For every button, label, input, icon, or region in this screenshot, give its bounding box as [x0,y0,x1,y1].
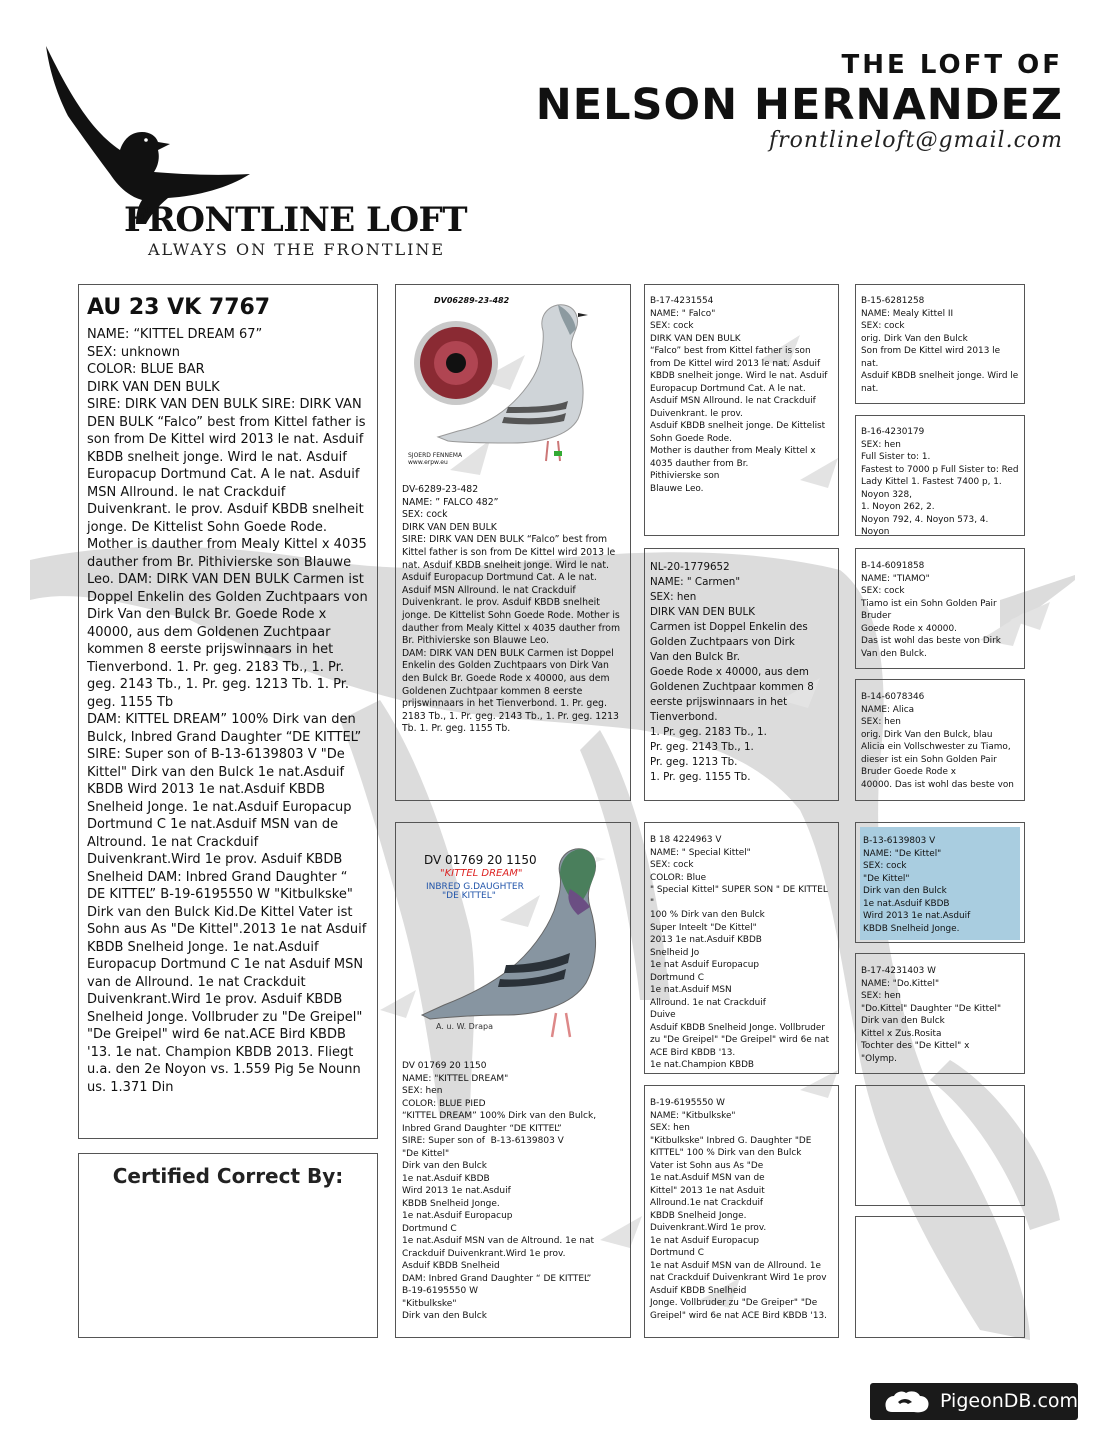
certification-label: Certified Correct By: [112,1164,344,1188]
gp-line: Asduif KBDB Snelheid Jonge. Vollbruder zu "De Greipel" "De Greipel" wird 6e nat ACE Bird KBDB '13. [650,1022,832,1058]
owner-name: NELSON HERNANDEZ [535,80,1063,130]
gp-line: 1. Pr. geg. 1155 Tb. [650,771,751,783]
ggp-line: B-15-6281258 [861,296,925,306]
ggp-line: NAME: "Do.Kittel" [861,978,940,989]
gp-line: " Special Kittel" SUPER SON " DE KITTEL " [650,885,831,908]
sire-line: DAM: DIRK VAN DEN BULK Carmen ist Doppel Enkelin des Golden Zuchtpaars von Dirk Van den Bulck Br. Goede Rode x 40000, aus dem Goldenen Zuchtpaar kommen 8 eerste prijswinnaars in het Tienverbond. 1. Pr. geg. 2183 Tb., 1. Pr. geg. 2143 Tb., 1. Pr. geg. 1213 Tb. 1. Pr. geg. 1155 Tb. [402,647,622,735]
ggp-line: Tochter des "De Kittel" x [861,1041,970,1051]
great-grandparent-panel-empty [855,1085,1025,1206]
gp-line: SEX: cock [650,321,694,331]
dam-line: Dirk van den Bulck [402,1311,487,1321]
gp-line: 1e nat.Champion KBDB [650,1060,755,1070]
gp-line: 1e nat Asduif Europacup [650,960,759,970]
sire-line: NAME: ” FALCO 482” [402,496,499,508]
gp-line: Vater ist Sohn aus As "De [650,1160,764,1171]
ggp-line: Goede Rode x 40000. [861,623,957,634]
grandparent-panel-sire-sire [644,284,839,536]
dam-line: Dirk van den Bulck [402,1161,487,1171]
ggp-line: SEX: cock [863,861,907,871]
sire-line: SEX: cock [402,509,448,521]
dam-line: "De Kittel" [402,1148,450,1159]
great-grandparent-panel [855,548,1025,669]
dam-line: Asduif KBDB Snelheid [402,1261,500,1271]
gp-line: Golden Zuchtpaars von Dirk [650,636,795,648]
gp-line: NAME: " Carmen" [650,576,741,588]
gp-line: 100 % Dirk van den Bulck [650,910,765,920]
dam-photo-sub1: INBRED G.DAUGHTER [426,882,524,892]
gp-line: “Falco” best from Kittel father is son from De Kittel wird 2013 le nat. Asduif KBDB snelheit jonge. Wird le nat. Asduif Europacup Dortmund Cat. A le nat. Asduif MSN Allround. le nat Crackduif Duivenkrant. le prov. [650,346,831,419]
gp-line: Allround.1e nat Crackduif [650,1198,764,1208]
pigeondb-label: PigeonDB.com [940,1390,1079,1412]
gp-line: 2013 1e nat.Asduif KBDB [650,935,762,945]
ggp-line: Das ist wohl das beste von Dirk Van den Bulck. [861,636,1004,659]
dam-photo-sub2: "DE KITTEL" [442,891,496,901]
sire-photo-credit: SJOERD FENNEMA www.erpw.eu [408,452,463,466]
ggp-line: KBDB Snelheid Jonge. [863,923,960,934]
gp-line: SEX: cock [650,860,694,870]
ggp-line: dieser ist ein Sohn Golden Pair [861,754,997,765]
gp-line: Pr. geg. 1213 Tb. [650,756,738,768]
sire-line: SIRE: DIRK VAN DEN BULK “Falco” best from Kittel father is son from De Kittel wird 2013 le nat. Asduif KBDB snelheit jonge. Wird le nat. Asduif Europacup Dortmund Cat. A le nat. Asduif MSN Allround. le nat Crackduif Duivenkrant. le prov. Asduif KBDB snelheit jonge. De Kittelist Sohn Goede Rode. Mother is dauther from Mealy Kittel x 4035 dauther from Br. Pithivierske son Blauwe Leo. [402,534,624,647]
gp-line: Super Inteelt "De Kittel" [650,922,757,933]
gp-line: B-19-6195550 W [650,1098,725,1108]
ggp-line: Wird 2013 1e nat.Asduif [863,911,971,921]
gp-line: Asduif KBDB snelheit jonge. De Kittelist Sohn Goede Rode. [650,421,828,444]
gp-line: Van den Bulck Br. [650,651,740,663]
great-grandparent-panel [855,679,1025,801]
dam-line: Wird 2013 1e nat.Asduif [402,1186,511,1196]
gp-line: Duive [650,1010,676,1020]
ggp-line: NAME: Alica [861,704,915,715]
ggp-line: NAME: "TIAMO" [861,573,930,584]
sire-line: DIRK VAN DEN BULK [402,521,497,533]
gp-line: 1e nat.Asduif MSN [650,985,732,995]
owner-email: frontlineloft@gmail.com [769,128,1063,153]
dam-line: NAME: "KITTEL DREAM" [402,1073,509,1084]
dam-photo-ring: DV 01769 20 1150 [424,853,537,867]
gp-line: DIRK VAN DEN BULK [650,606,756,618]
dam-line: 1e nat.Asduif Europacup [402,1211,513,1221]
gp-line: COLOR: Blue [650,872,707,883]
ggp-line: Son from De Kittel wird 2013 le nat. [861,346,1003,369]
gp-line: SEX: hen [650,591,697,603]
great-grandparent-panel [855,415,1025,536]
pigeondb-badge[interactable] [870,1383,1078,1420]
dam-line: SEX: hen [402,1086,443,1096]
sire-line: DV-6289-23-482 [402,484,479,495]
dam-line: SIRE: Super son of B-13-6139803 V [402,1136,564,1146]
ggp-line: B-16-4230179 [861,427,925,437]
subject-line: NAME: “KITTEL DREAM 67” [87,327,263,342]
ggp-line: Asduif KBDB snelheit jonge. Wird le nat. [861,371,1022,394]
gp-line: B-17-4231554 [650,296,714,306]
ggp-line: B-17-4231403 W [861,966,936,976]
dam-line: B-19-6195550 W [402,1286,478,1296]
gp-line: "Kitbulkske" Inbred G. Daughter "DE KITTEL" 100 % Dirk van den Bulck [650,1135,815,1158]
gp-line: DIRK VAN DEN BULK [650,333,741,344]
ggp-line: Fastest to 7000 p Full Sister to: Red Lady Kittel 1. Fastest 7400 p, 1. Noyon 328, [861,464,1022,500]
ggp-line: 1. Noyon 262, 2. [861,502,935,512]
gp-line: B 18 4224963 V [650,835,722,845]
ggp-line: "De Kittel" [863,873,910,884]
ggp-line: B-13-6139803 V [863,836,936,846]
ggp-line: SEX: hen [861,991,901,1001]
ggp-line: "Olymp. [861,1053,897,1064]
subject-line: SEX: unknown [87,344,180,360]
sire-photo-icon [408,291,620,469]
dam-line: 1e nat.Asduif KBDB [402,1173,490,1184]
dam-photo-credit: A. u. W. Drapa [436,1022,493,1031]
great-grandparent-panel [855,284,1025,404]
gp-line: Snelheid Jo [650,947,700,958]
gp-line: NAME: " Special Kittel" [650,847,751,858]
subject-line: SIRE: DIRK VAN DEN BULK SIRE: DIRK VAN DEN BULK “Falco” best from Kittel father is son from De Kittel wird 2013 le nat. Asduif KBDB snelheit jonge. Wird le nat. Asduif Europacup Dortmund Cat. A le nat. Asduif MSN Allround. le nat Crackduif Duivenkrant. le prov. Asduif KBDB snelheit jonge. De Kittelist Sohn Goede Rode. Mother is dauther from Mealy Kittel x 4035 dauther from Br. Pithivierske son Blauwe Leo. DAM: DIRK VAN DEN BULK Carmen ist Doppel Enkelin des Golden Zuchtpaars von Dirk Van den Bulck Br. Goede Rode x 40000, aus dem Goldenen Zuchtpaar kommen 8 eerste prijswinnaars in het Tienverbond. 1. Pr. geg. 2183 Tb., 1. Pr. geg. 2143 Tb., 1. Pr. geg. 1213 Tb. 1. Pr. geg. 1155 Tb [87,397,372,710]
gp-line: Dortmund C [650,972,704,983]
ggp-line: SEX: cock [861,321,905,331]
gp-line: 1e nat Asduif Europacup [650,1235,759,1246]
ggp-line: NAME: Mealy Kittel II [861,308,954,319]
ggp-line: B-14-6091858 [861,561,925,571]
gp-line: Dortmund C [650,1248,704,1258]
gp-line: SEX: hen [650,1123,690,1133]
ggp-line: orig. Dirk Van den Bulck, blau [861,729,993,740]
ggp-line: SEX: cock [861,586,905,596]
great-grandparent-panel [855,953,1025,1074]
ggp-line: orig. Dirk Van den Bulck [861,333,968,344]
ggp-line: Tiamo ist ein Sohn Golden Pair Bruder [861,598,1000,621]
gp-line: Jonge. Vollbruder zu "De Greiper" "De Greipel" wird 6e nat ACE Bird KBDB '13. [650,1298,827,1321]
subject-line: DAM: KITTEL DREAM” 100% Dirk van den Bulck, Inbred Grand Daughter “DE KITTEL” SIRE: Super son of B-13-6139803 V "De Kittel" Dirk van den Bulck 1e nat.Asduif KBDB Wird 2013 1e nat.Asduif KBDB Snelheid Jonge. 1e nat.Asduif Europacup Dortmund C 1e nat.Asduif MSN van de Altround. 1e nat Crackduif Duivenkrant.Wird 1e prov. Asduif KBDB Snelheid DAM: Inbred Grand Daughter “ DE KITTEL” B-19-6195550 W "Kitbulkske" Dirk van den Bulck Kid.De Kittel Vater ist Sohn aus As "De Kittel".2013 1e nat Asduif KBDB Snelheid Jonge. 1e nat.Asduif Europacup Dortmund C 1e nat Asduif MSN van de Allround. 1e nat Crackduit Duivenkrant.Wird 1e prov. Asduif KBDB Snelheid Jonge. Vollbruder zu "De Greipel" "De Greipel" wird 6e nat.ACE Bird KBDB '13. 1e nat. Champion KBDB 2013. Fliegt u.a. den 2e Noyon vs. 1.559 Pig 5e Nounn us. 1.371 Din [87,712,371,1095]
subject-bird-panel [78,284,378,1139]
gp-line: NAME: "Kitbulkske" [650,1110,736,1121]
pigeondb-logo-icon [880,1388,935,1416]
gp-line: 1. Pr. geg. 2183 Tb., 1. [650,726,767,738]
great-grandparent-panel-highlighted [855,822,1025,943]
subject-line: COLOR: BLUE BAR [87,362,205,377]
brand-tagline: ALWAYS ON THE FRONTLINE [148,240,446,259]
gp-line: Pr. geg. 2143 Tb., 1. [650,741,754,753]
ggp-line: 40000. Das ist wohl das beste von [861,779,1014,790]
gp-line: Asduif KBDB Snelheid [650,1285,747,1296]
dam-line: DAM: Inbred Grand Daughter “ DE KITTEL” [402,1273,592,1284]
gp-line: KBDB Snelheid Jonge. [650,1210,747,1221]
dove-logo-icon [38,46,253,226]
dam-line: “KITTEL DREAM” 100% Dirk van den Bulck, Inbred Grand Daughter “DE KITTEL” [402,1111,599,1134]
gp-line: Carmen ist Doppel Enkelin des [650,621,808,633]
grandparent-panel-dam-dam [644,1085,839,1338]
dam-photo-name: "KITTEL DREAM" [440,868,523,879]
dam-line: DV 01769 20 1150 [402,1061,487,1071]
ggp-line: SEX: hen [861,717,901,727]
gp-line: Allround. 1e nat Crackduif [650,997,766,1008]
ggp-line: SEX: hen [861,439,901,450]
subject-ring-number: AU 23 VK 7767 [87,295,271,320]
gp-line: Goldenen Zuchtpaar kommen 8 [650,681,814,693]
gp-line: Kittel" 2013 1e nat Asduit [650,1185,765,1196]
gp-line: 1e nat Asduif MSN van de Allround. 1e nat Crackduif Duivenkrant Wird 1e prov [650,1260,827,1283]
ggp-line: Dirk van den Bulck [863,886,947,896]
grandparent-panel-sire-dam [644,548,839,801]
dam-line: COLOR: BLUE PIED [402,1098,486,1109]
gp-line: NAME: " Falco" [650,308,716,319]
sire-panel [395,284,631,801]
ggp-line: NAME: "De Kittel" [863,848,942,859]
gp-line: Blauwe Leo. [650,483,704,494]
gp-line: Tienverbond. [650,711,718,723]
brand-name: FRONTLINE LOFT [124,200,467,240]
ggp-line: 1e nat.Asduif KBDB [863,898,950,909]
dam-line: Dortmund C [402,1223,457,1234]
gp-line: Pithivierske son [650,471,720,481]
loft-of-heading: THE LOFT OF [841,50,1063,80]
gp-line: Mother is dauther from Mealy Kittel x 4035 dauther from Br. [650,446,819,469]
ggp-line: Full Sister to: 1. [861,452,931,462]
ggp-line: Kittel x Zus.Rosita [861,1028,942,1039]
dam-line: 1e nat.Asduif MSN van de Altround. 1e nat Crackduif Duivenkrant.Wird 1e prov. [402,1236,597,1259]
gp-line: Goede Rode x 40000, aus dem [650,666,809,678]
certification-panel [78,1153,378,1338]
dam-panel [395,822,631,1338]
dam-line: KBDB Snelheid Jonge. [402,1198,500,1209]
grandparent-panel-dam-sire [644,822,839,1074]
subject-line: DIRK VAN DEN BULK [87,379,220,395]
ggp-line: Dirk van den Bulck [861,1016,945,1026]
ggp-line: Alicia ein Vollschwester zu Tiamo, [861,742,1011,752]
great-grandparent-panel-empty [855,1216,1025,1338]
ggp-line: B-14-6078346 [861,692,925,702]
gp-line: 1e nat.Asduif MSN van de [650,1173,765,1183]
gp-line: eerste prijswinnaars in het [650,696,788,708]
ggp-line: "Do.Kittel" Daughter "De Kittel" [861,1003,1002,1014]
sire-photo-caption: DV06289-23-482 [434,296,510,305]
gp-line: NL-20-1779652 [650,561,730,573]
gp-line: Duivenkrant.Wird 1e prov. [650,1223,767,1233]
ggp-line: Noyon 792, 4. Noyon 573, 4. Noyon [861,514,992,537]
ggp-line: Bruder Goede Rode x [861,767,956,777]
dam-line: "Kitbulkske" [402,1298,457,1309]
